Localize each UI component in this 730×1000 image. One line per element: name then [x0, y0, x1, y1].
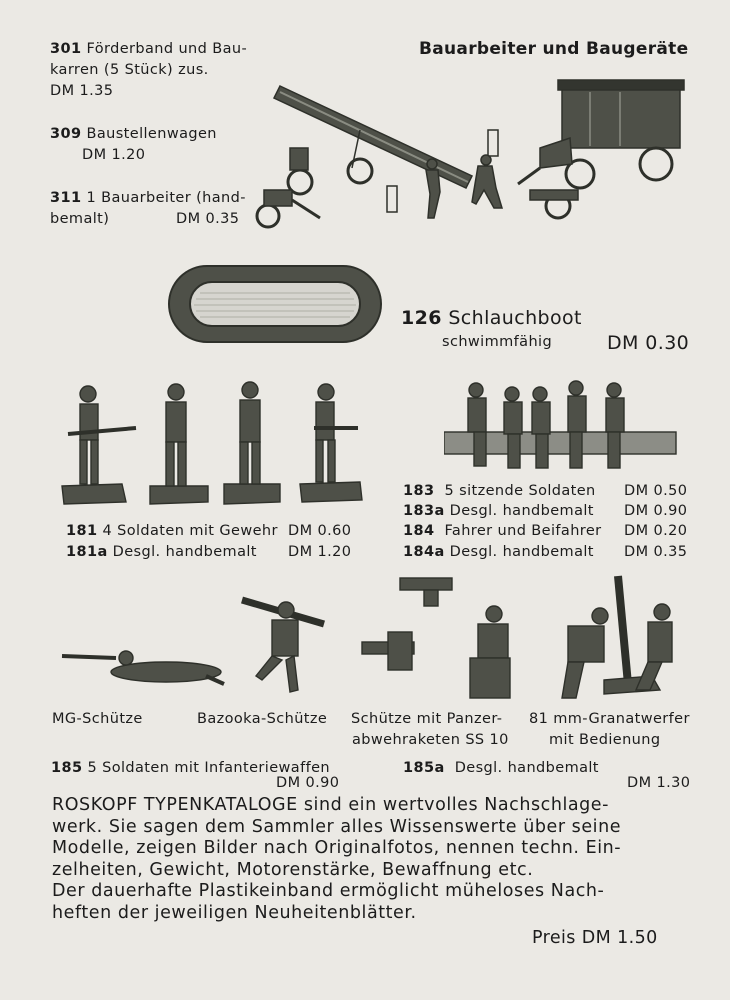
- item-desc: 5 sitzende Soldaten: [444, 483, 596, 499]
- item-number: 184a: [403, 544, 445, 560]
- item-number: 311: [50, 190, 82, 206]
- item-185a: [403, 759, 599, 777]
- item-126: [401, 307, 582, 329]
- item-desc: Baustellenwagen: [86, 126, 217, 142]
- section-title: Bauarbeiter und Baugeräte: [419, 39, 689, 59]
- item-number: 185: [51, 760, 83, 776]
- item-184a: [403, 543, 594, 561]
- item-301: [50, 40, 247, 58]
- catalog-line: zelheiten, Gewicht, Motorenstärke, Bewaffnung etc.: [52, 859, 534, 880]
- item-301-price: DM 1.35: [50, 83, 114, 99]
- item-number: 181: [66, 523, 98, 539]
- item-184-price: DM 0.20: [624, 523, 688, 539]
- item-183-price: DM 0.50: [624, 483, 688, 499]
- item-number: 184: [403, 523, 435, 539]
- catalog-line: Der dauerhafte Plastikeinband ermöglicht müheloses Nach-: [52, 881, 605, 901]
- schlauchboot-figure: [166, 262, 384, 348]
- item-number: 301: [50, 41, 82, 57]
- catalog-price: Preis DM 1.50: [532, 928, 658, 948]
- catalog-paragraph: [52, 795, 672, 924]
- item-181a: [66, 543, 257, 561]
- caption-bazooka: Bazooka-Schütze: [197, 711, 328, 727]
- item-desc: Desgl. handbemalt: [112, 544, 257, 560]
- item-desc: 4 Soldaten mit Gewehr: [102, 523, 278, 539]
- item-311-line2: bemalt): [50, 211, 110, 227]
- item-181-price: DM 0.60: [288, 523, 352, 539]
- item-181a-price: DM 1.20: [288, 544, 352, 560]
- item-desc: Schlauchboot: [448, 307, 582, 329]
- item-number: 183a: [403, 503, 445, 519]
- item-185a-price: DM 1.30: [627, 775, 691, 791]
- catalog-line: Modelle, zeigen Bilder nach Originalfotos, nennen techn. Ein-: [52, 838, 622, 858]
- item-185-price: DM 0.90: [276, 775, 340, 791]
- item-309-price: DM 1.20: [82, 147, 146, 163]
- item-desc: Fahrer und Beifahrer: [444, 523, 602, 539]
- catalog-line: werk. Sie sagen dem Sammler alles Wissenswerte über seine: [52, 816, 622, 837]
- construction-figure: [240, 68, 690, 248]
- caption-panzer-1: Schütze mit Panzer-: [351, 711, 503, 727]
- catalog-line: ROSKOPF TYPENKATALOGE sind ein wertvolles Nachschlage-: [52, 795, 609, 815]
- item-number: 183: [403, 483, 435, 499]
- item-184: [403, 522, 602, 540]
- caption-panzer-2: abwehraketen SS 10: [352, 732, 509, 748]
- item-126-price: DM 0.30: [607, 332, 690, 354]
- item-311: [50, 189, 246, 207]
- item-desc: 1 Bauarbeiter (hand-: [86, 190, 246, 206]
- item-181: [66, 522, 278, 540]
- seated-soldiers-figure: [444, 378, 678, 474]
- caption-mortar-1: 81 mm-Granatwerfer: [529, 711, 690, 727]
- item-desc: Desgl. handbemalt: [449, 544, 594, 560]
- item-desc: Förderband und Bau-: [86, 41, 248, 57]
- item-number: 181a: [66, 544, 108, 560]
- item-183a: [403, 502, 594, 520]
- item-183a-price: DM 0.90: [624, 503, 688, 519]
- item-desc: 5 Soldaten mit Infanteriewaffen: [87, 760, 330, 776]
- rifle-soldiers-figure: [58, 378, 368, 508]
- item-number: 185a: [403, 760, 445, 776]
- caption-mg: MG-Schütze: [52, 711, 143, 727]
- item-183: [403, 482, 596, 500]
- infantry-weapons-figure: [56, 572, 676, 706]
- item-309: [50, 125, 217, 143]
- item-301-line2: karren (5 Stück) zus.: [50, 62, 209, 78]
- catalog-line: heften der jeweiligen Neuheitenblätter.: [52, 902, 417, 923]
- item-311-price: DM 0.35: [176, 211, 240, 227]
- item-126-sub: schwimmfähig: [442, 334, 553, 350]
- item-desc: Desgl. handbemalt: [449, 503, 594, 519]
- item-number: 309: [50, 126, 82, 142]
- item-number: 126: [401, 307, 442, 329]
- caption-mortar-2: mit Bedienung: [549, 732, 661, 748]
- item-desc: Desgl. handbemalt: [454, 760, 599, 776]
- item-184a-price: DM 0.35: [624, 544, 688, 560]
